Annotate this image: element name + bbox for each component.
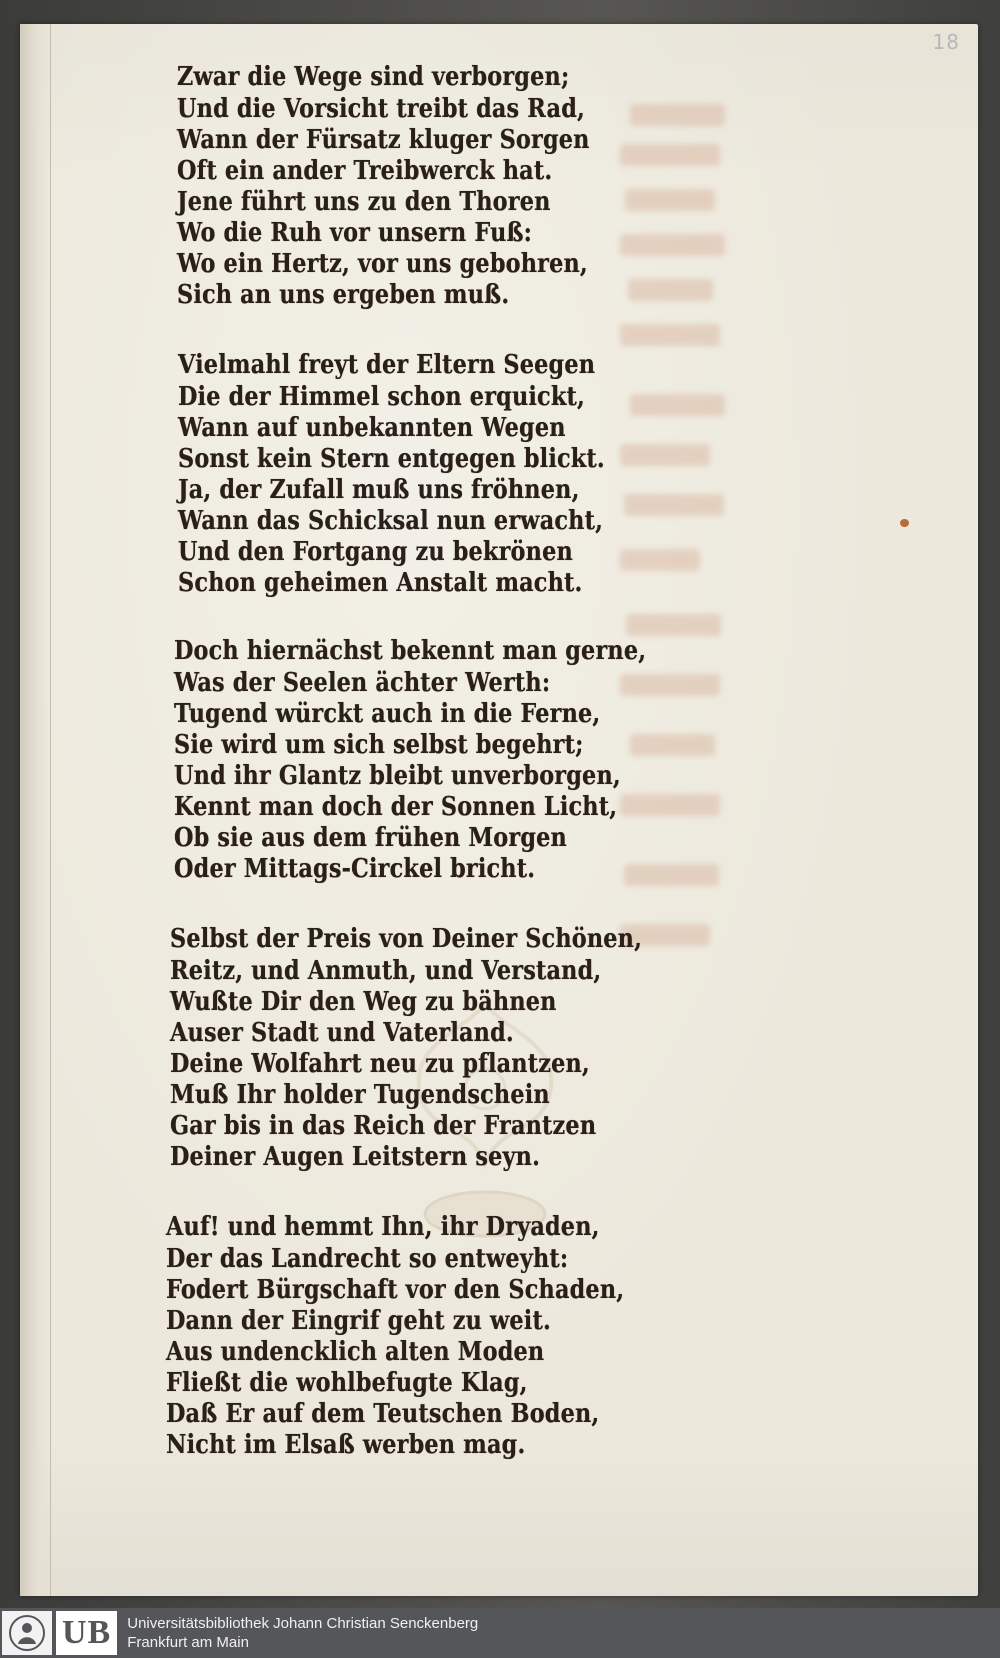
poem-line: Wann auf unbekannten Wegen bbox=[178, 413, 566, 443]
poem-line: Schon geheimen Anstalt macht. bbox=[178, 568, 583, 598]
poem-line: Wußte Dir den Weg zu bähnen bbox=[170, 987, 557, 1017]
poem-line: Tugend würckt auch in die Ferne, bbox=[174, 699, 601, 729]
stanza-4 bbox=[170, 922, 730, 1173]
poem-line: Deiner Augen Leitstern seyn. bbox=[170, 1142, 541, 1172]
poem-line: Reitz, und Anmuth, und Verstand, bbox=[170, 956, 602, 986]
poem-line: Doch hiernächst bekennt man gerne, bbox=[174, 636, 647, 666]
poem-line: Fodert Bürgschaft vor den Schaden, bbox=[166, 1275, 625, 1305]
footer-institution bbox=[127, 1614, 478, 1652]
stanza-3 bbox=[174, 634, 734, 885]
poem-line: Ob sie aus dem frühen Morgen bbox=[174, 823, 567, 853]
poem-line: Jene führt uns zu den Thoren bbox=[177, 187, 551, 217]
poem-line: Die der Himmel schon erquickt, bbox=[178, 382, 585, 412]
page-number-mark: 18 bbox=[932, 30, 960, 54]
stanza-1 bbox=[177, 60, 737, 311]
poem-line: Selbst der Preis von Deiner Schönen, bbox=[170, 924, 643, 954]
stanza-2 bbox=[178, 348, 738, 599]
poem-line: Ja, der Zufall muß uns fröhnen, bbox=[178, 475, 580, 505]
poem-line: Auf! und hemmt Ihn, ihr Dryaden, bbox=[166, 1212, 600, 1242]
poem-line: Und die Vorsicht treibt das Rad, bbox=[177, 94, 585, 124]
poem-line: Dann der Eingrif geht zu weit. bbox=[166, 1306, 551, 1336]
poem-line: Nicht im Elsaß werben mag. bbox=[166, 1430, 526, 1460]
institution-city: Frankfurt am Main bbox=[127, 1634, 249, 1651]
poem-line: Aus undencklich alten Moden bbox=[166, 1337, 545, 1367]
poem-line: Kennt man doch der Sonnen Licht, bbox=[174, 792, 618, 822]
poem-line: Fließt die wohlbefugte Klag, bbox=[166, 1368, 528, 1398]
poem bbox=[20, 24, 978, 1596]
poem-line: Wann das Schicksal nun erwacht, bbox=[178, 506, 604, 536]
poem-line: Wann der Fürsatz kluger Sorgen bbox=[177, 125, 590, 155]
ub-logo[interactable] bbox=[2, 1608, 117, 1658]
page-paper bbox=[20, 24, 978, 1596]
poem-line: Deine Wolfahrt neu zu pflantzen, bbox=[170, 1049, 590, 1079]
poem-line: Was der Seelen ächter Werth: bbox=[174, 668, 551, 698]
library-seal-icon bbox=[2, 1611, 52, 1655]
library-footer-bar bbox=[0, 1608, 1000, 1658]
poem-line: Der das Landrecht so entweyht: bbox=[166, 1244, 569, 1274]
poem-line: Sie wird um sich selbst begehrt; bbox=[174, 730, 584, 760]
institution-name: Universitätsbibliothek Johann Christian Senckenberg bbox=[127, 1615, 479, 1632]
poem-line: Daß Er auf dem Teutschen Boden, bbox=[166, 1399, 600, 1429]
poem-line: Oder Mittags-Circkel bricht. bbox=[174, 854, 536, 884]
poem-line: Und den Fortgang zu bekrönen bbox=[178, 537, 573, 567]
poem-line: Oft ein ander Treibwerck hat. bbox=[177, 156, 553, 186]
poem-line: Muß Ihr holder Tugendschein bbox=[170, 1080, 550, 1110]
ub-logo-text: UB bbox=[56, 1611, 117, 1655]
poem-line: Zwar die Wege sind verborgen; bbox=[177, 62, 570, 92]
poem-line: Sich an uns ergeben muß. bbox=[177, 280, 510, 310]
poem-line: Und ihr Glantz bleibt unverborgen, bbox=[174, 761, 621, 791]
poem-line: Gar bis in das Reich der Frantzen bbox=[170, 1111, 597, 1141]
poem-line: Wo die Ruh vor unsern Fuß: bbox=[177, 218, 533, 248]
poem-line: Vielmahl freyt der Eltern Seegen bbox=[178, 350, 596, 380]
poem-line: Wo ein Hertz, vor uns gebohren, bbox=[177, 249, 588, 279]
poem-line: Sonst kein Stern entgegen blickt. bbox=[178, 444, 605, 474]
stanza-5 bbox=[166, 1210, 726, 1461]
poem-line: Auser Stadt und Vaterland. bbox=[170, 1018, 514, 1048]
